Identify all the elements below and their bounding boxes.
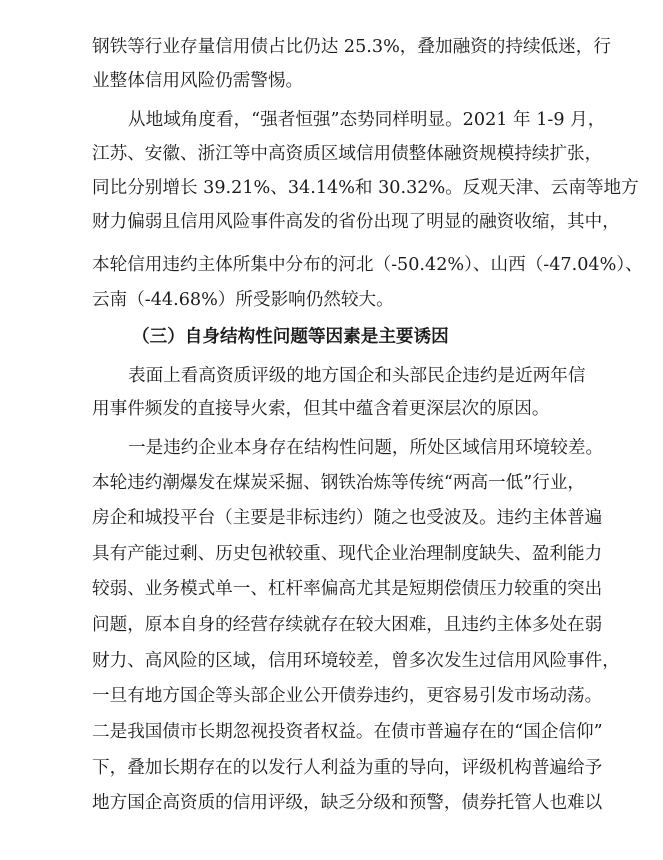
body-text-line: 下，叠加长期存在的以发行人利益为重的导向，评级机构普遍给予 [92,758,603,778]
body-text-line: 钢铁等行业存量信用债占比仍达 25.3%，叠加融资的持续低迷，行 [92,37,611,57]
body-text-line: 用事件频发的直接导火索，但其中蕴含着更深层次的原因。 [92,399,550,419]
body-text-line: 同比分别增长 39.21%、34.14%和 30.32%。反观天津、云南等地方 [92,178,639,198]
section-heading: （三）自身结构性问题等因素是主要诱因 [132,326,449,347]
body-text-line: 地方国企高资质的信用评级，缺乏分级和预警，债券托管人也难以 [92,793,603,813]
body-text-line: 云南（-44.68%）所受影响仍然较大。 [92,290,394,310]
body-text-line: 二是我国债市长期忽视投资者权益。在债市普遍存在的“国企信仰” [92,722,603,742]
body-text-line: 本轮信用违约主体所集中分布的河北（-50.42%）、山西（-47.04%）、 [92,255,643,275]
body-text-line: 一旦有地方国企等头部企业公开债券违约，更容易引发市场动荡。 [92,686,603,706]
body-text-line: 财力偏弱且信用风险事件高发的省份出现了明显的融资收缩，其中， [92,212,620,232]
body-text-line: 问题，原本自身的经营存续就存在较大困难，且违约主体多处在弱 [92,615,603,635]
body-text-line: 江苏、安徽、浙江等中高资质区域信用债整体融资规模持续扩张， [92,144,603,164]
body-text-line: 房企和城投平台（主要是非标违约）随之也受波及。违约主体普遍 [92,508,603,528]
paragraph-first-line: 从地域角度看，“强者恒强”态势同样明显。2021 年 1-9 月， [128,110,606,130]
body-text-line: 较弱、业务模式单一、杠杆率偏高尤其是短期偿债压力较重的突出 [92,579,603,599]
body-text-line: 本轮违约潮爆发在煤炭采掘、钢铁冶炼等传统“两高一低”行业， [92,473,586,493]
body-text-line: 业整体信用风险仍需警惕。 [92,71,304,91]
body-text-line: 财力、高风险的区域，信用环境较差，曾多次发生过信用风险事件， [92,651,620,671]
body-text-line: 具有产能过剩、历史包袱较重、现代企业治理制度缺失、盈利能力 [92,544,603,564]
paragraph-first-line: 一是违约企业本身存在结构性问题，所处区域信用环境较差。 [128,438,604,458]
paragraph-first-line: 表面上看高资质评级的地方国企和头部民企违约是近两年信 [128,366,586,386]
